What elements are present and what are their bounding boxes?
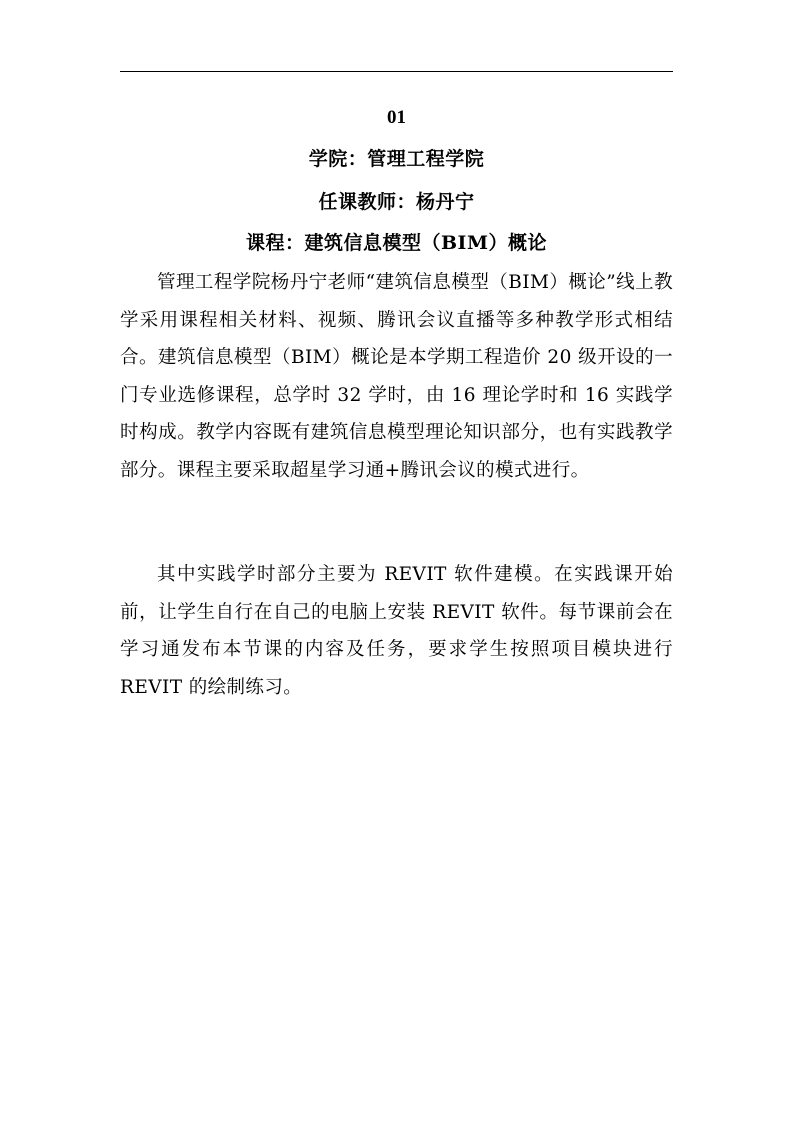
college-heading: 学院：管理工程学院 (308, 148, 485, 170)
header-divider (120, 71, 673, 72)
document-number: 01 (387, 107, 406, 128)
paragraph-intro: 管理工程学院杨丹宁老师“建筑信息模型（BIM）概论”线上教学采用课程相关材料、视频、腾讯会议直播等多种教学形式相结合。建筑信息模型（BIM）概论是本学期工程造价 20 级开设的一门专业选修课程，总学时 32 学时，由 16 理论学时和 16 实践学时构成。教学内容既有建筑信息模型理论知识部分，也有实践教学部分。课程主要采取超星学习通+腾讯会议的模式进行。 (120, 272, 673, 481)
teacher-heading: 任课教师：杨丹宁 (318, 191, 475, 213)
course-heading: 课程：建筑信息模型（BIM）概论 (246, 232, 547, 254)
paragraph-practice: 其中实践学时部分主要为 REVIT 软件建模。在实践课开始前，让学生自行在自己的电脑上安装 REVIT 软件。每节课前会在学习通发布本节课的内容及任务，要求学生按照项目模块进行 REVIT 的绘制练习。 (120, 564, 673, 698)
